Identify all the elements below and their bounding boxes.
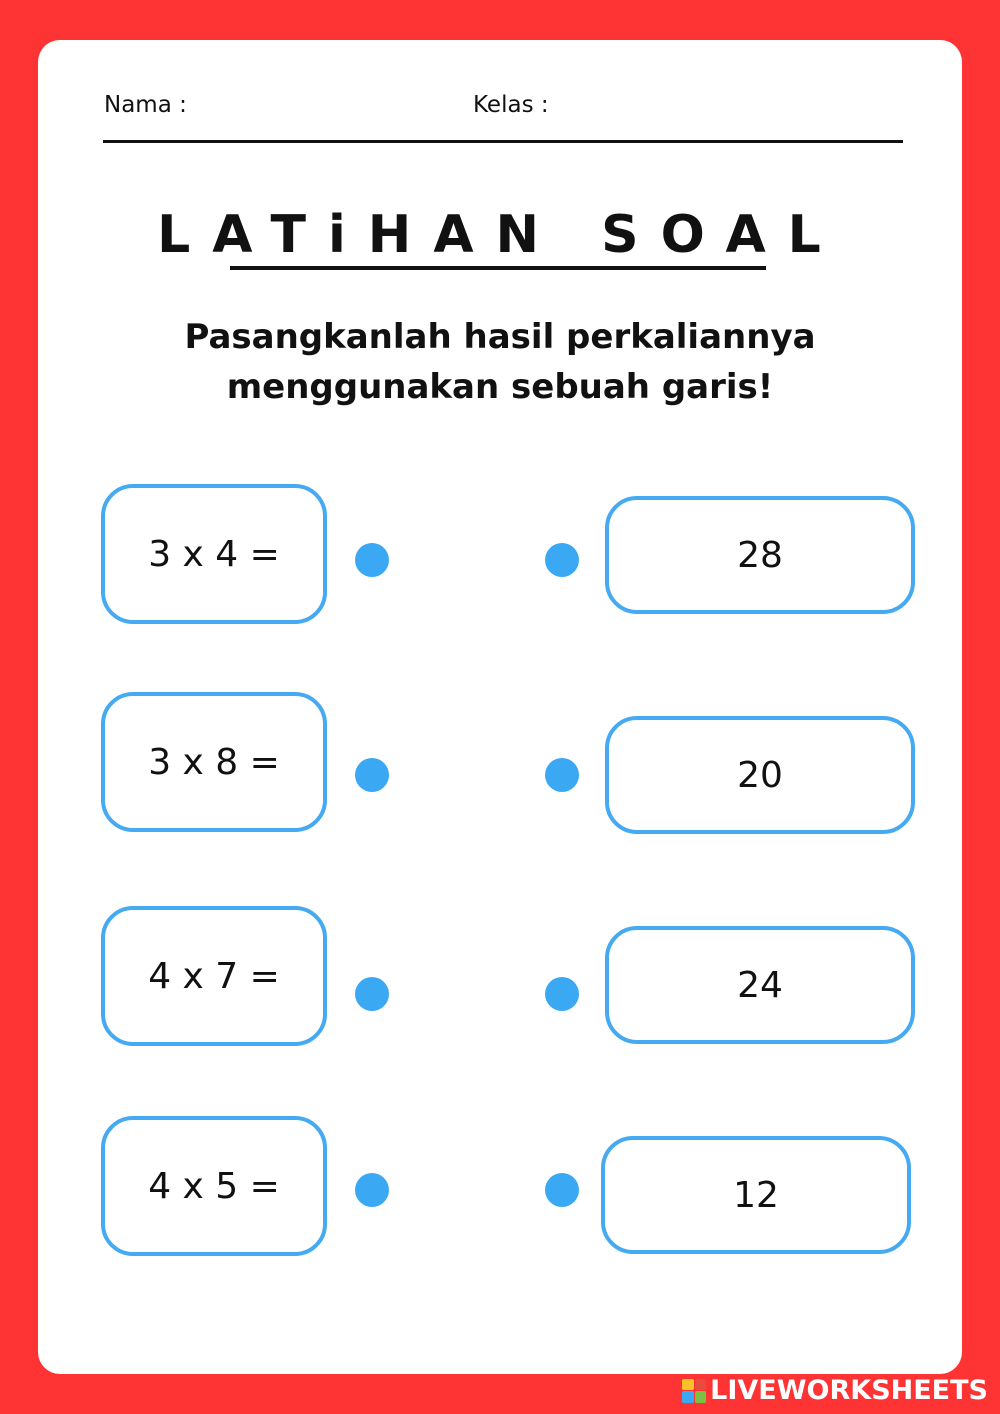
liveworksheets-logo-icon (682, 1379, 706, 1403)
question-dot-3[interactable] (355, 977, 389, 1011)
question-box-4: 4 x 5 = (101, 1116, 327, 1256)
answer-box-3: 24 (605, 926, 915, 1044)
question-box-3: 4 x 7 = (101, 906, 327, 1046)
instruction-line-2: menggunakan sebuah garis! (226, 367, 774, 407)
answer-box-1: 28 (605, 496, 915, 614)
answer-box-4: 12 (601, 1136, 911, 1254)
instruction-line-1: Pasangkanlah hasil perkaliannya (184, 317, 816, 357)
question-dot-1[interactable] (355, 543, 389, 577)
liveworksheets-watermark (682, 1375, 988, 1406)
title-underline (230, 266, 766, 270)
instruction-text (38, 312, 962, 412)
worksheet-page (38, 40, 962, 1374)
class-label: Kelas : (473, 92, 549, 118)
question-box-2: 3 x 8 = (101, 692, 327, 832)
name-label: Nama : (104, 92, 187, 118)
answer-dot-2[interactable] (545, 758, 579, 792)
answer-dot-4[interactable] (545, 1173, 579, 1207)
question-dot-4[interactable] (355, 1173, 389, 1207)
question-dot-2[interactable] (355, 758, 389, 792)
answer-dot-3[interactable] (545, 977, 579, 1011)
answer-dot-1[interactable] (545, 543, 579, 577)
watermark-text: LIVEWORKSHEETS (710, 1375, 988, 1406)
question-box-1: 3 x 4 = (101, 484, 327, 624)
header-underline (103, 140, 903, 143)
answer-box-2: 20 (605, 716, 915, 834)
worksheet-title: LATiHAN SOAL (157, 205, 843, 265)
